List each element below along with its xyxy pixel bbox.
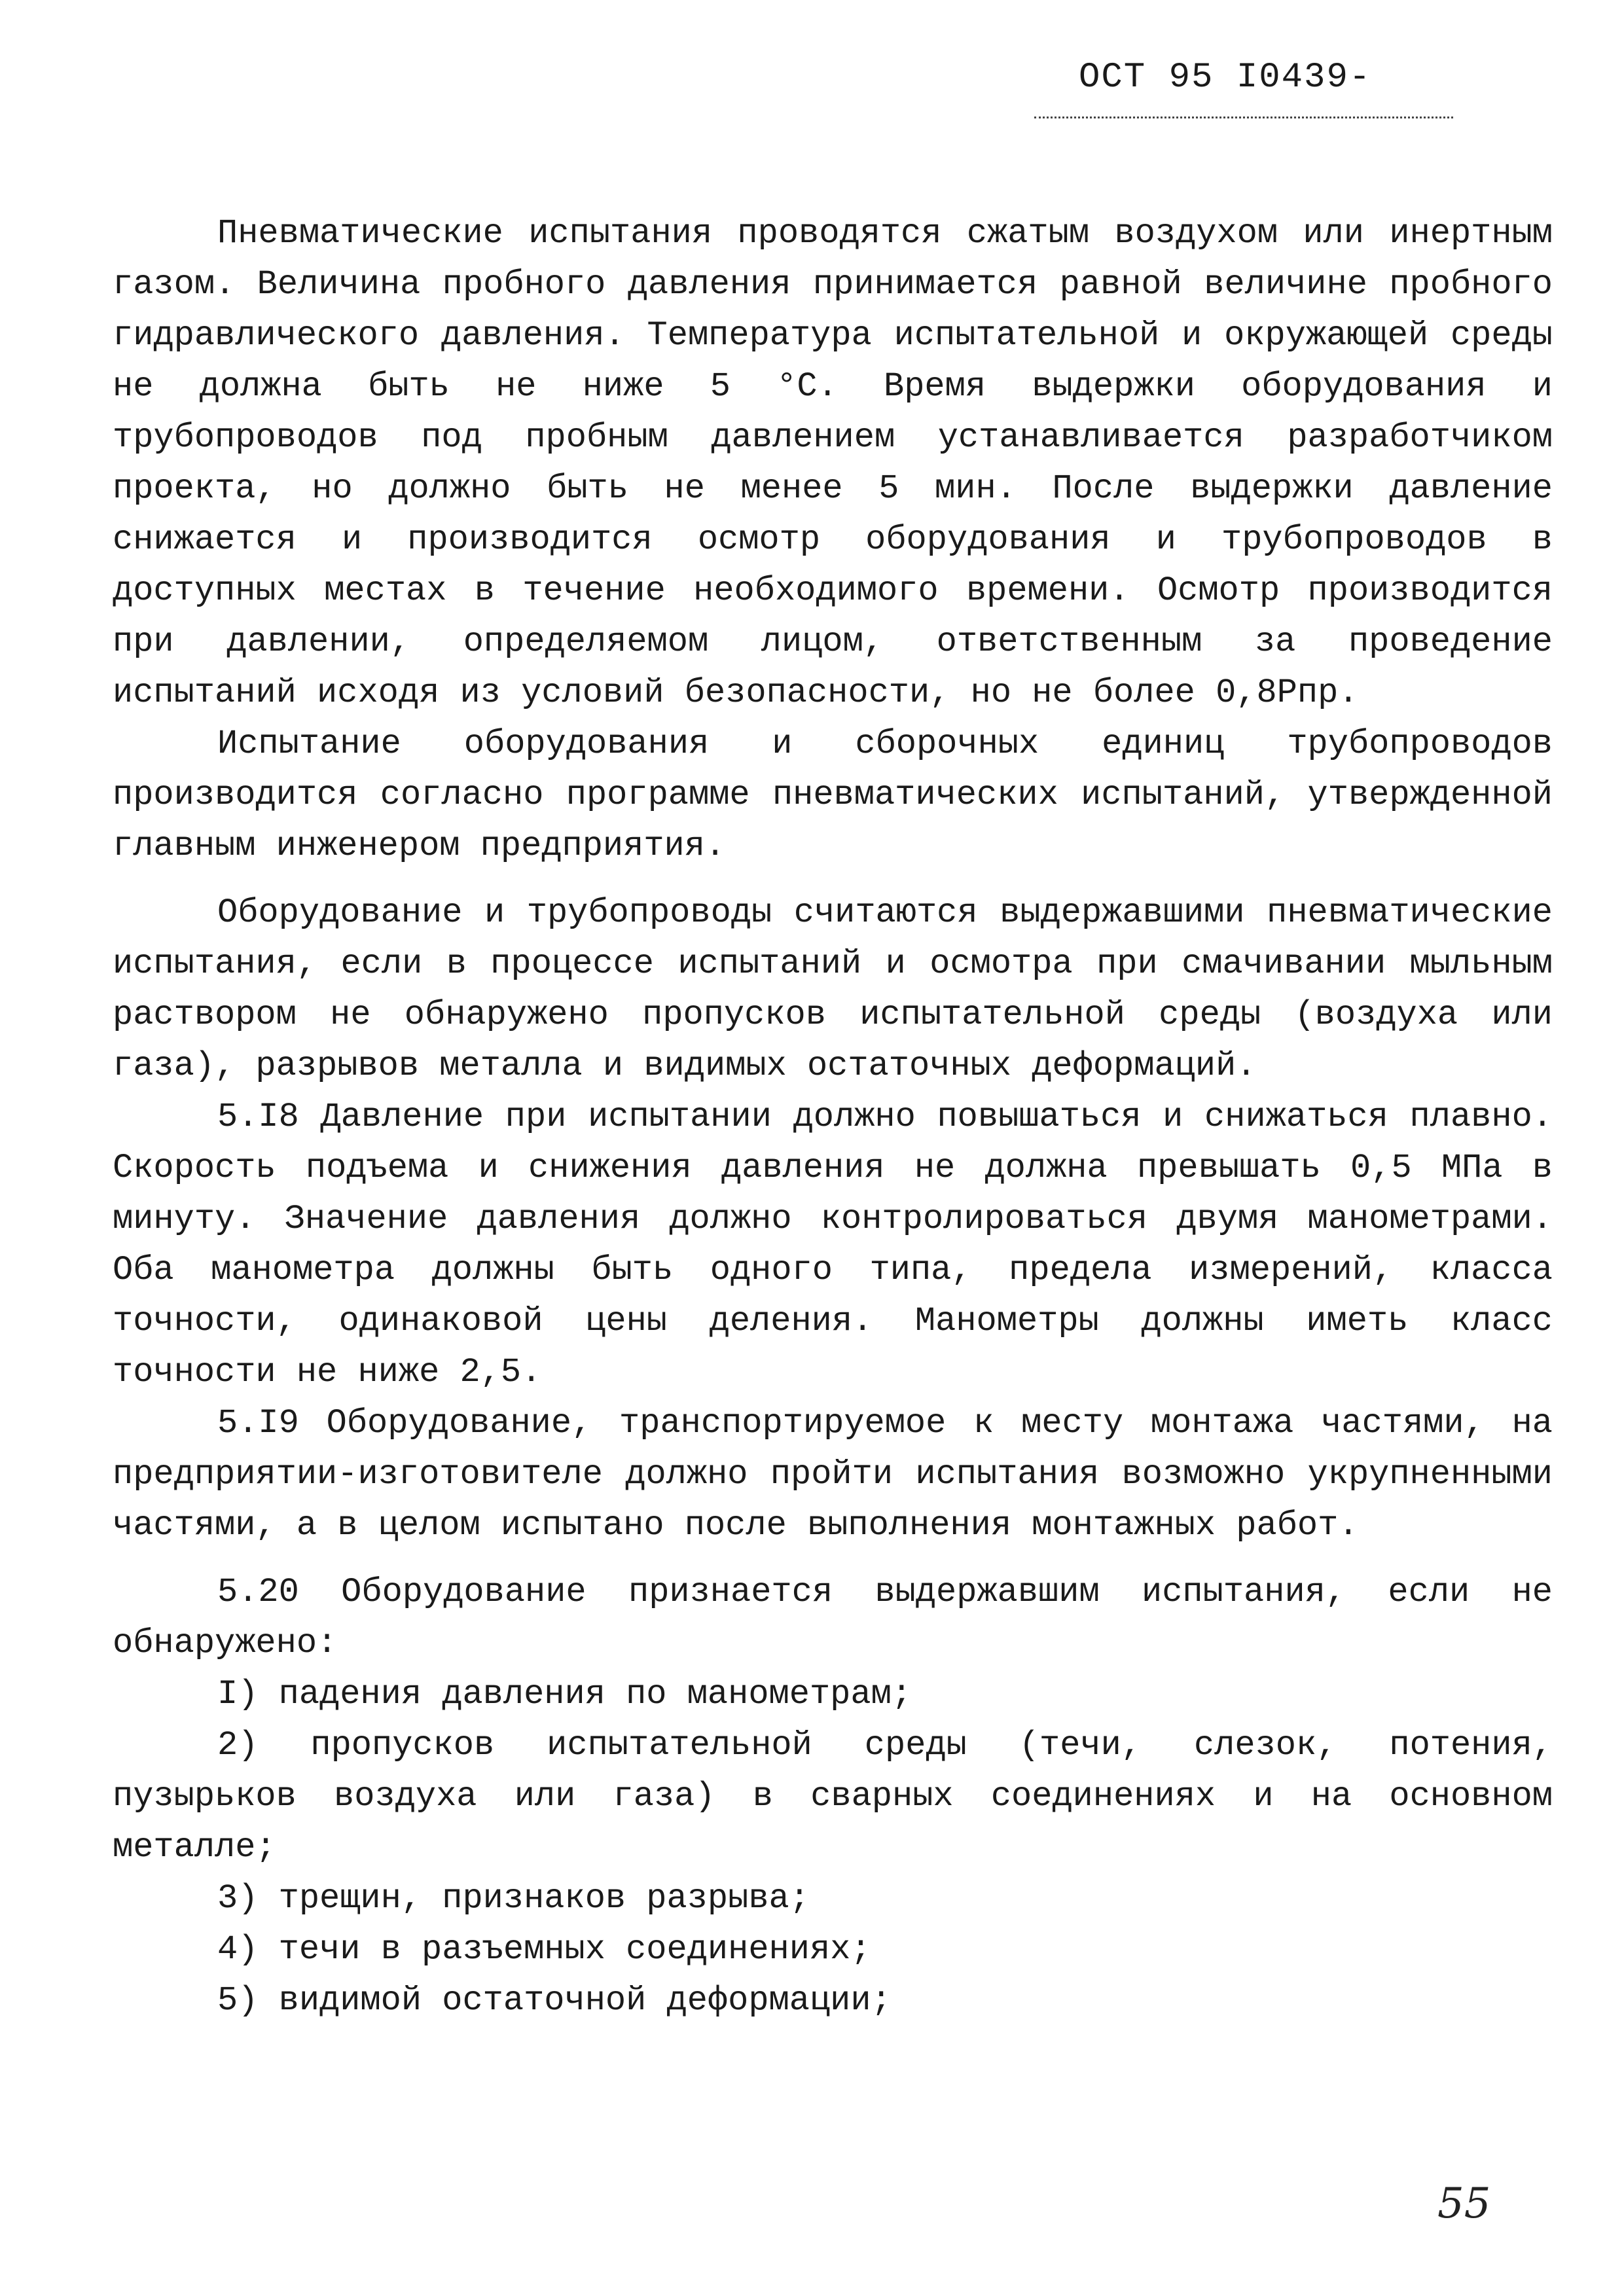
criteria-list xyxy=(113,1669,1553,2026)
paragraph-5-18: 5.I8 Давление при испытании должно повышаться и снижаться плавно. Скорость подъема и снижения давления не должна превышать 0,5 МПа в минуту. Значение давления должно контролироваться двумя манометрами. Оба манометра должны быть одного типа, предела измерений, класса точности, одинаковой цены деления. Манометры должны иметь класс точности не ниже 2,5. xyxy=(113,1098,1553,1391)
paragraph-5-20: 5.20 Оборудование признается выдержавшим испытания, если не обнаружено: xyxy=(113,1573,1553,1662)
list-item: 3) трещин, признаков разрыва; xyxy=(217,1879,810,1918)
document-body xyxy=(113,208,1553,2026)
header-underline xyxy=(1034,117,1453,118)
paragraph-5-19: 5.I9 Оборудование, транспортируемое к месту монтажа частями, на предприятии-изготовителе должно пройти испытания возможно укрупненными частями, а в целом испытано после выполнения монтажных работ. xyxy=(113,1404,1553,1545)
list-item: 2) пропусков испытательной среды (течи, слезок, потения, пузырьков воздуха или газа) в сварных соединениях и на основном металле; xyxy=(113,1726,1553,1867)
paragraph-pass-criteria: Оборудование и трубопроводы считаются выдержавшими пневматические испытания, если в процессе испытаний и осмотра при смачивании мыльным раствором не обнаружено пропусков испытательной среды (воздуха или газа), разрывов металла и видимых остаточных деформаций. xyxy=(113,893,1553,1085)
paragraph-pneumatic-testing: Пневматические испытания проводятся сжатым воздухом или инертным газом. Величина пробного давления принимается равной величине пробного гидравлического давления. Температура испытательной и окружающей среды не должна быть не ниже 5 °С. Время выдержки оборудования и трубопроводов под пробным давлением устанавливается разработчиком проекта, но должно быть не менее 5 мин. После выдержки давление снижается и производится осмотр оборудования и трубопроводов в доступных местах в течение необходимого времени. Осмотр производится при давлении, определяемом лицом, ответственным за проведение испытаний исходя из условий безопасности, но не более 0,8Pпр. xyxy=(113,214,1553,712)
list-item: 5) видимой остаточной деформации; xyxy=(217,1981,892,2020)
list-item: 4) течи в разъемных соединениях; xyxy=(217,1930,871,1969)
document-code: ОСТ 95 I0439- xyxy=(1079,58,1372,98)
page-number: 55 xyxy=(1437,2179,1491,2228)
list-item: I) падения давления по манометрам; xyxy=(217,1675,912,1713)
paragraph-test-program: Испытание оборудования и сборочных единиц трубопроводов производится согласно программе пневматических испытаний, утвержденной главным инженером предприятия. xyxy=(113,725,1553,865)
